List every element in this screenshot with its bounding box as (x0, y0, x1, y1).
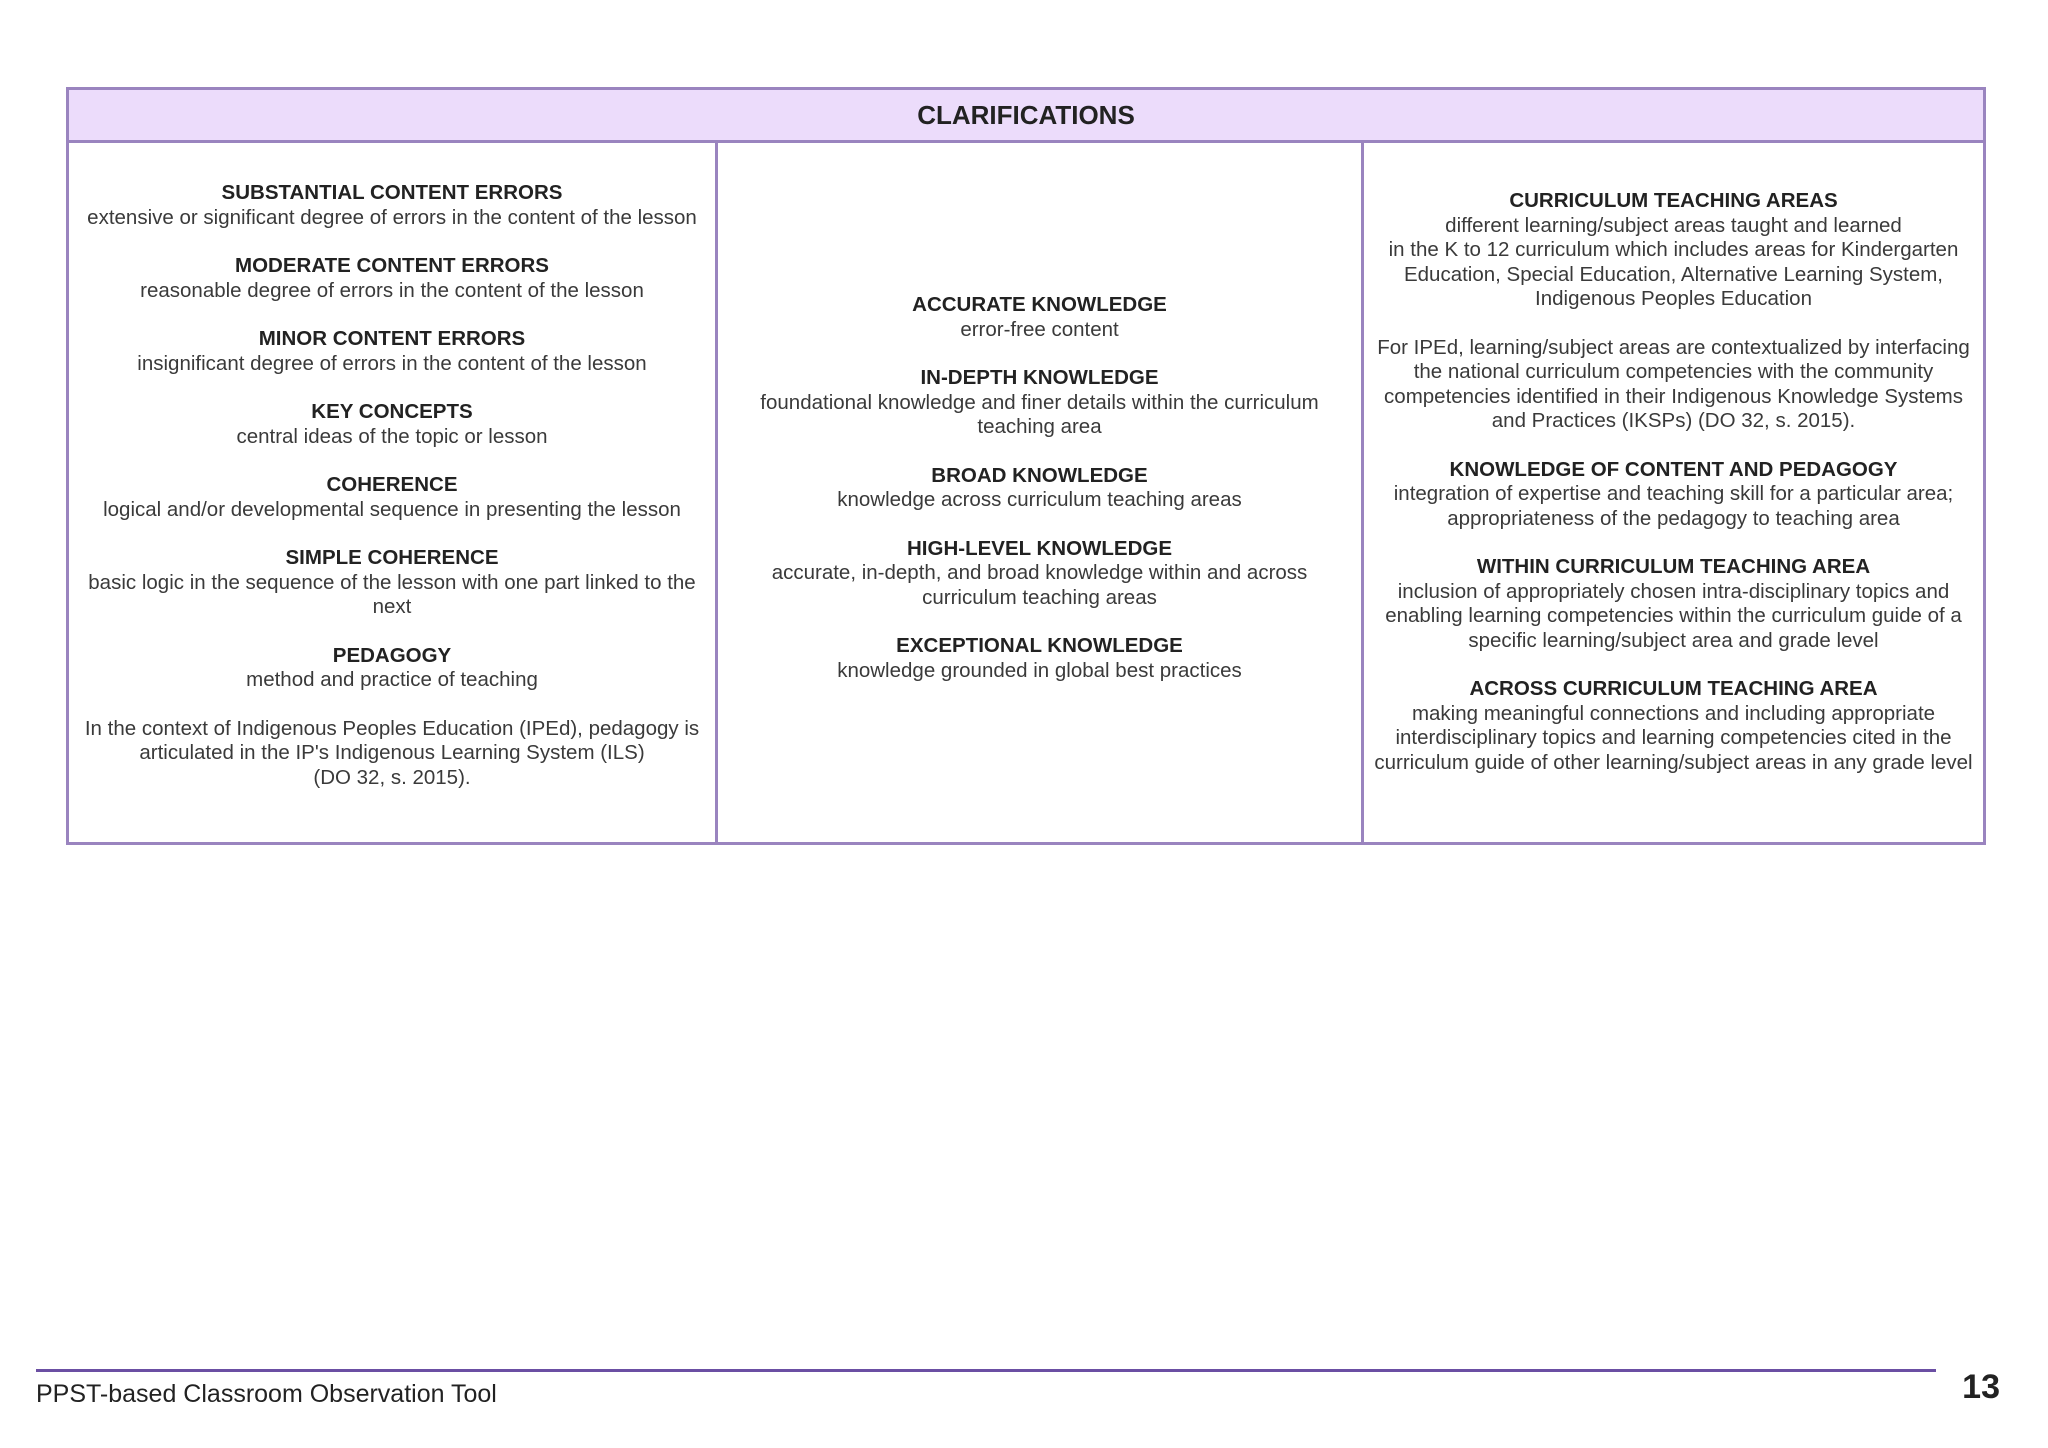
term-label: BROAD KNOWLEDGE (931, 463, 1148, 487)
term-label: WITHIN CURRICULUM TEACHING AREA (1476, 555, 1871, 578)
term-definition: knowledge grounded in global best practices (837, 658, 1242, 682)
definition-entry (1374, 458, 1973, 532)
definition-entry (732, 366, 1347, 440)
term-definition: central ideas of the topic or lesson (236, 424, 548, 448)
column-content-errors (69, 143, 715, 842)
definition-entry (83, 546, 701, 620)
definition-entry (87, 181, 697, 230)
term-label: SUBSTANTIAL CONTENT ERRORS (221, 181, 563, 204)
definition-entry (137, 327, 646, 376)
term-definition: extensive or significant degree of errors in the content of the lesson (87, 205, 697, 229)
term-label: MODERATE CONTENT ERRORS (235, 254, 549, 277)
definition-entry (837, 634, 1242, 683)
definition-entry (103, 473, 681, 522)
table-columns (69, 143, 1983, 842)
column-knowledge-levels (715, 143, 1361, 842)
definition-entry (140, 254, 644, 303)
term-definition: knowledge across curriculum teaching areas (837, 488, 1242, 511)
definition-entry (1374, 677, 1973, 775)
term-definition: method and practice of teaching (246, 668, 538, 691)
term-definition: logical and/or developmental sequence in presenting the lesson (103, 497, 681, 521)
term-definition: error-free content (960, 317, 1119, 341)
term-label: ACCURATE KNOWLEDGE (912, 293, 1167, 316)
term-label: HIGH-LEVEL KNOWLEDGE (907, 536, 1172, 560)
term-label: IN-DEPTH KNOWLEDGE (920, 366, 1159, 389)
footer-document-title: PPST-based Classroom Observation Tool (36, 1380, 497, 1408)
term-definition: inclusion of appropriately chosen intra-disciplinary topics and enabling learning competencies within the curriculum guide of a specific learning/subject area and grade level (1385, 579, 1962, 652)
term-definition: reasonable degree of errors in the content of the lesson (140, 278, 644, 302)
definition-entry (912, 293, 1167, 342)
term-definition: foundational knowledge and finer details within the curriculum teaching area (760, 390, 1319, 438)
term-definition: insignificant degree of errors in the content of the lesson (137, 351, 647, 375)
definition-entry (837, 464, 1242, 513)
iped-curriculum-note: For IPEd, learning/subject areas are contextualized by interfacing the national curriculum competencies with the community competencies identified in their Indigenous Knowledge Systems and Practices (IKSPs) (DO 32, s. 2015). (1377, 335, 1970, 432)
term-label: PEDAGOGY (332, 643, 452, 667)
iped-pedagogy-note: In the context of Indigenous Peoples Education (IPEd), pedagogy is articulated in the IP's Indigenous Learning System (ILS) (DO 32, s. 2015). (84, 716, 700, 789)
clarifications-table (66, 87, 1986, 845)
term-label: MINOR CONTENT ERRORS (258, 327, 526, 350)
term-definition: integration of expertise and teaching skill for a particular area; appropriateness of the pedagogy to teaching area (1393, 482, 1954, 530)
term-label: SIMPLE COHERENCE (285, 546, 499, 569)
term-label: CURRICULUM TEACHING AREAS (1509, 189, 1838, 212)
term-label: ACROSS CURRICULUM TEACHING AREA (1469, 677, 1878, 700)
page-number: 13 (1962, 1368, 2000, 1406)
term-label: EXCEPTIONAL KNOWLEDGE (896, 634, 1183, 657)
term-definition: accurate, in-depth, and broad knowledge within and across curriculum teaching areas (771, 561, 1308, 609)
definition-entry (732, 537, 1347, 611)
definition-entry (1374, 555, 1973, 653)
term-definition: different learning/subject areas taught and learned in the K to 12 curriculum which includes areas for Kindergarten Education, Special Education, Alternative Learning System, Indigenous Peoples Education (1388, 213, 1959, 310)
term-definition: making meaningful connections and including appropriate interdisciplinary topics and learning competencies cited in the curriculum guide of other learning/subject areas in any grade level (1374, 701, 1973, 774)
term-definition: basic logic in the sequence of the lesson with one part linked to the next (88, 570, 696, 618)
definition-entry (236, 400, 547, 449)
table-header: CLARIFICATIONS (69, 90, 1983, 143)
column-curriculum-areas (1361, 143, 1983, 842)
definition-entry (1374, 189, 1973, 312)
term-label: COHERENCE (326, 473, 458, 496)
term-label: KNOWLEDGE OF CONTENT AND PEDAGOGY (1449, 457, 1898, 481)
term-label: KEY CONCEPTS (311, 400, 473, 423)
definition-entry (246, 644, 538, 693)
footer-divider (36, 1369, 1936, 1372)
